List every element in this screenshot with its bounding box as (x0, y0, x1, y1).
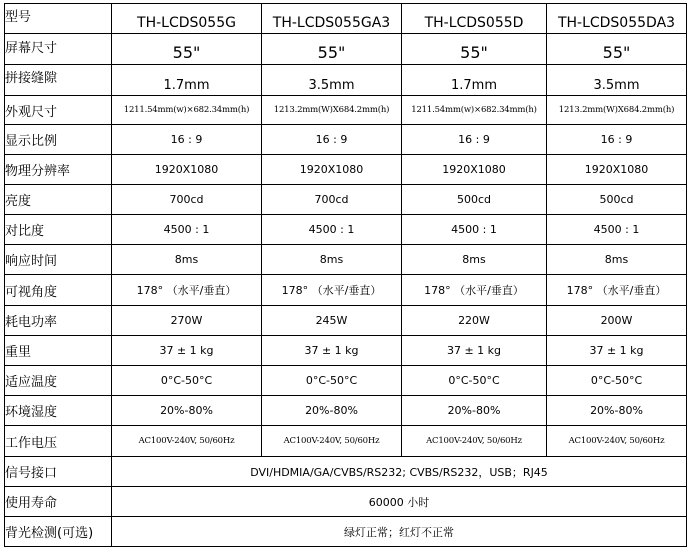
table-cell: AC100V-240V, 50/60Hz (262, 426, 402, 457)
table-row (5, 457, 687, 487)
table-cell: 1213.2mm(W)X684.2mm(h) (547, 96, 687, 125)
row-label: 响应时间 (5, 245, 112, 275)
model-header: TH-LCDS055DA3 (547, 4, 687, 34)
table-cell: 3.5mm (547, 65, 687, 96)
table-cell: DVI/HDMIA/GA/CVBS/RS232; CVBS/RS232，USB；RJ45 (112, 457, 687, 487)
table-cell: 37 ± 1 kg (262, 336, 402, 366)
table-cell: 700cd (112, 185, 262, 215)
table-cell: 8ms (547, 245, 687, 275)
table-cell: 220W (402, 306, 547, 336)
table-cell: 1920X1080 (402, 155, 547, 185)
row-label: 屏幕尺寸 (5, 34, 112, 65)
table-row (5, 215, 687, 245)
row-label: 背光检测(可选) (5, 517, 112, 547)
table-cell: 1211.54mm(w)×682.34mm(h) (112, 96, 262, 125)
table-row (5, 65, 687, 96)
table-cell: 37 ± 1 kg (402, 336, 547, 366)
table-row (5, 96, 687, 125)
table-cell: 0°C-50°C (112, 366, 262, 396)
row-label: 拼接缝隙 (5, 65, 112, 96)
row-label: 工作电压 (5, 426, 112, 457)
row-label: 型号 (5, 4, 112, 34)
table-row (5, 396, 687, 426)
table-cell: 16 : 9 (112, 125, 262, 155)
table-cell: 20%-80% (112, 396, 262, 426)
table-cell: 1213.2mm(W)X684.2mm(h) (262, 96, 402, 125)
table-cell: 270W (112, 306, 262, 336)
row-label: 适应温度 (5, 366, 112, 396)
table-row (5, 487, 687, 517)
table-cell: 4500 : 1 (112, 215, 262, 245)
row-label: 环境湿度 (5, 396, 112, 426)
row-label: 外观尺寸 (5, 96, 112, 125)
table-cell: 20%-80% (547, 396, 687, 426)
spec-table (4, 3, 687, 547)
table-cell: 4500 : 1 (402, 215, 547, 245)
table-cell: 1.7mm (402, 65, 547, 96)
table-cell: 16 : 9 (402, 125, 547, 155)
table-cell: 245W (262, 306, 402, 336)
table-row (5, 366, 687, 396)
table-cell: AC100V-240V, 50/60Hz (547, 426, 687, 457)
table-cell: 55" (547, 34, 687, 65)
table-cell: 0°C-50°C (262, 366, 402, 396)
table-row (5, 336, 687, 366)
table-cell: 37 ± 1 kg (112, 336, 262, 366)
table-cell: 4500 : 1 (547, 215, 687, 245)
table-cell: 178° （水平/垂直） (402, 275, 547, 306)
table-cell: 500cd (402, 185, 547, 215)
table-cell: 700cd (262, 185, 402, 215)
table-cell: 1.7mm (112, 65, 262, 96)
table-cell: 1211.54mm(w)×682.34mm(h) (402, 96, 547, 125)
table-cell: 500cd (547, 185, 687, 215)
table-row (5, 306, 687, 336)
table-row (5, 426, 687, 457)
table-cell: 55" (112, 34, 262, 65)
table-row (5, 125, 687, 155)
row-label: 亮度 (5, 185, 112, 215)
table-cell: 20%-80% (402, 396, 547, 426)
row-label: 信号接口 (5, 457, 112, 487)
table-cell: 1920X1080 (547, 155, 687, 185)
row-label: 重里 (5, 336, 112, 366)
table-cell: 8ms (262, 245, 402, 275)
table-cell: 0°C-50°C (547, 366, 687, 396)
row-label: 耗电功率 (5, 306, 112, 336)
table-row (5, 34, 687, 65)
table-cell: 178° （水平/垂直） (112, 275, 262, 306)
row-label: 对比度 (5, 215, 112, 245)
table-cell: 4500 : 1 (262, 215, 402, 245)
table-row (5, 245, 687, 275)
table-row (5, 155, 687, 185)
table-cell: 0°C-50°C (402, 366, 547, 396)
row-label: 可视角度 (5, 275, 112, 306)
table-row (5, 185, 687, 215)
table-cell: 16 : 9 (262, 125, 402, 155)
model-header: TH-LCDS055D (402, 4, 547, 34)
table-cell: 16 : 9 (547, 125, 687, 155)
table-cell: 8ms (402, 245, 547, 275)
header-row (5, 4, 687, 34)
model-header: TH-LCDS055G (112, 4, 262, 34)
table-cell: 1920X1080 (262, 155, 402, 185)
table-cell: 55" (262, 34, 402, 65)
table-row (5, 275, 687, 306)
table-cell: 20%-80% (262, 396, 402, 426)
table-cell: 1920X1080 (112, 155, 262, 185)
table-cell: 200W (547, 306, 687, 336)
table-cell: 37 ± 1 kg (547, 336, 687, 366)
table-cell: AC100V-240V, 50/60Hz (112, 426, 262, 457)
table-cell: 绿灯正常；红灯不正常 (112, 517, 687, 547)
table-cell: 55" (402, 34, 547, 65)
row-label: 使用寿命 (5, 487, 112, 517)
row-label: 显示比例 (5, 125, 112, 155)
table-row (5, 517, 687, 547)
table-cell: 8ms (112, 245, 262, 275)
table-cell: 178° （水平/垂直） (547, 275, 687, 306)
table-cell: 3.5mm (262, 65, 402, 96)
table-cell: 60000 小时 (112, 487, 687, 517)
table-cell: AC100V-240V, 50/60Hz (402, 426, 547, 457)
model-header: TH-LCDS055GA3 (262, 4, 402, 34)
row-label: 物理分辨率 (5, 155, 112, 185)
table-cell: 178° （水平/垂直） (262, 275, 402, 306)
